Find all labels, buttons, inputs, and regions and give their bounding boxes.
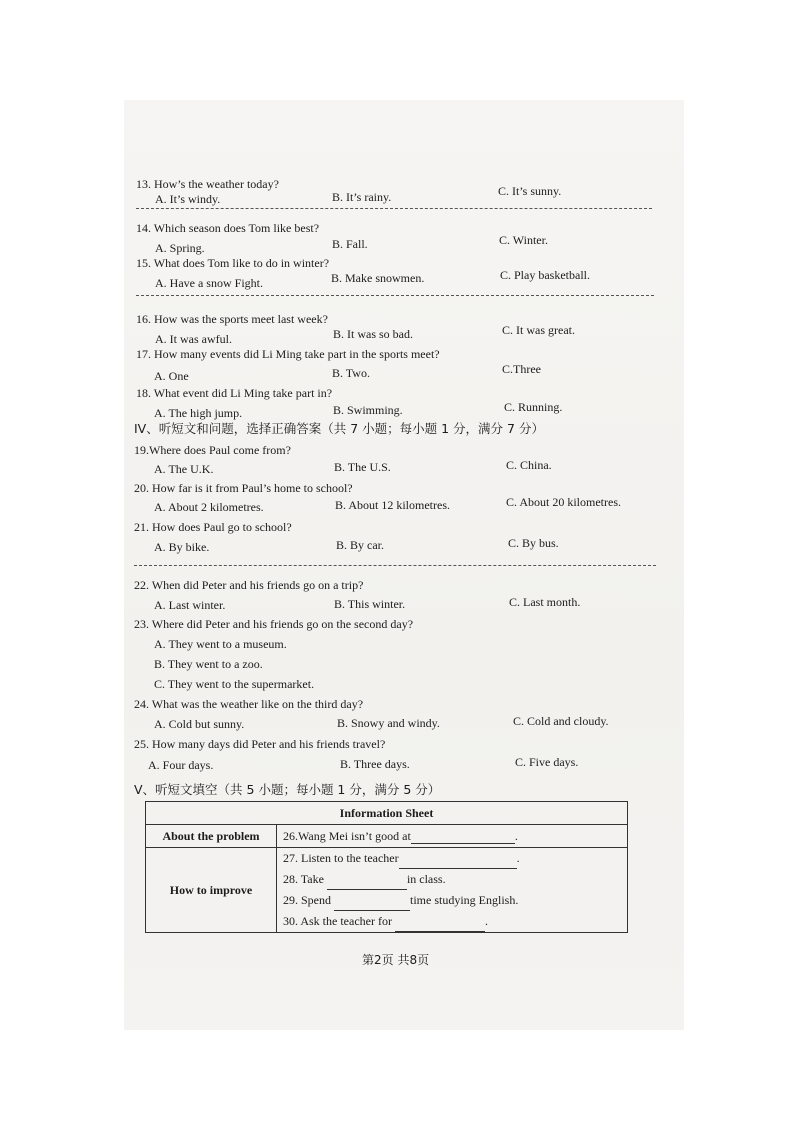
question-14: 14. Which season does Tom like best?	[136, 221, 320, 235]
divider	[136, 208, 652, 209]
q23-option-a: A. They went to a museum.	[154, 637, 287, 651]
q30-text: 30. Ask the teacher for	[283, 914, 392, 928]
q24-option-a: A. Cold but sunny.	[154, 717, 245, 731]
question-15: 15. What does Tom like to do in winter?	[136, 256, 330, 270]
q24-option-b: B. Snowy and windy.	[337, 716, 440, 730]
q14-option-a: A. Spring.	[155, 241, 205, 255]
question-22: 22. When did Peter and his friends go on a trip?	[134, 578, 364, 592]
q19-option-a: A. The U.K.	[154, 462, 214, 476]
question-23: 23. Where did Peter and his friends go on the second day?	[134, 617, 414, 631]
q18-option-c: C. Running.	[504, 400, 563, 414]
q22-option-c: C. Last month.	[509, 595, 581, 609]
q13-option-c: C. It’s sunny.	[498, 184, 562, 198]
divider	[136, 295, 654, 296]
q16-option-c: C. It was great.	[502, 323, 575, 337]
table-title: Information Sheet	[146, 802, 628, 825]
q29-end: time studying English.	[410, 893, 519, 907]
q13-option-b: B. It’s rainy.	[332, 190, 392, 204]
q21-option-c: C. By bus.	[508, 536, 559, 550]
q26-blank[interactable]	[411, 843, 515, 844]
divider	[134, 565, 656, 566]
q18-option-a: A. The high jump.	[154, 406, 243, 420]
section-iv-heading: IV、听短文和问题，选择正确答案（共 7 小题；每小题 1 分，满分 7 分）	[134, 421, 544, 436]
q29-text: 29. Spend	[283, 893, 331, 907]
question-24: 24. What was the weather like on the third day?	[134, 697, 364, 711]
q25-option-a: A. Four days.	[148, 758, 214, 772]
question-17: 17. How many events did Li Ming take part in the sports meet?	[136, 347, 440, 361]
question-18: 18. What event did Li Ming take part in?	[136, 386, 333, 400]
page-number: 第2页 共8页	[362, 953, 430, 967]
q15-option-c: C. Play basketball.	[500, 268, 590, 282]
q30-end: .	[484, 914, 488, 928]
question-25: 25. How many days did Peter and his friends travel?	[134, 737, 386, 751]
q23-option-c: C. They went to the supermarket.	[154, 677, 315, 691]
q15-option-a: A. Have a snow Fight.	[155, 276, 263, 290]
q14-option-b: B. Fall.	[332, 237, 368, 251]
q20-option-a: A. About 2 kilometres.	[154, 500, 264, 514]
q22-option-b: B. This winter.	[334, 597, 406, 611]
question-13: 13. How’s the weather today?	[136, 177, 279, 191]
q27-end: .	[516, 851, 520, 865]
q19-option-c: C. China.	[506, 458, 552, 472]
q20-option-c: C. About 20 kilometres.	[506, 495, 621, 509]
q15-option-b: B. Make snowmen.	[331, 271, 425, 285]
q26-cell	[277, 825, 628, 848]
q20-option-b: B. About 12 kilometres.	[335, 498, 450, 512]
q18-option-b: B. Swimming.	[333, 403, 403, 417]
q13-option-a: A. It’s windy.	[155, 192, 221, 206]
section-v-heading: V、听短文填空（共 5 小题；每小题 1 分，满分 5 分）	[134, 782, 441, 797]
row-label-problem: About the problem	[146, 825, 277, 848]
q24-option-c: C. Cold and cloudy.	[513, 714, 609, 728]
question-19: 19.Where does Paul come from?	[134, 443, 291, 457]
row-label-improve: How to improve	[146, 848, 277, 933]
q28-end: in class.	[406, 872, 446, 886]
q30-blank[interactable]	[395, 931, 485, 932]
q27-text: 27. Listen to the teacher	[283, 851, 399, 865]
q25-option-b: B. Three days.	[340, 757, 410, 771]
information-sheet-table	[145, 801, 628, 933]
q21-option-a: A. By bike.	[154, 540, 210, 554]
q26-end: .	[514, 828, 518, 843]
q22-option-a: A. Last winter.	[154, 598, 226, 612]
q23-option-b: B. They went to a zoo.	[154, 657, 263, 671]
q28-text: 28. Take	[283, 872, 324, 886]
q16-option-b: B. It was so bad.	[333, 327, 413, 341]
q14-option-c: C. Winter.	[499, 233, 548, 247]
question-20: 20. How far is it from Paul’s home to school?	[134, 481, 353, 495]
q17-option-b: B. Two.	[332, 366, 370, 380]
q16-option-a: A. It was awful.	[155, 332, 232, 346]
q26-text: 26.Wang Mei isn’t good at	[283, 828, 411, 843]
q25-option-c: C. Five days.	[515, 755, 579, 769]
q19-option-b: B. The U.S.	[334, 460, 391, 474]
question-16: 16. How was the sports meet last week?	[136, 312, 328, 326]
question-21: 21. How does Paul go to school?	[134, 520, 292, 534]
improve-cell	[277, 848, 628, 933]
q17-option-a: A. One	[154, 369, 189, 383]
q17-option-c: C.Three	[502, 362, 541, 376]
q21-option-b: B. By car.	[336, 538, 384, 552]
